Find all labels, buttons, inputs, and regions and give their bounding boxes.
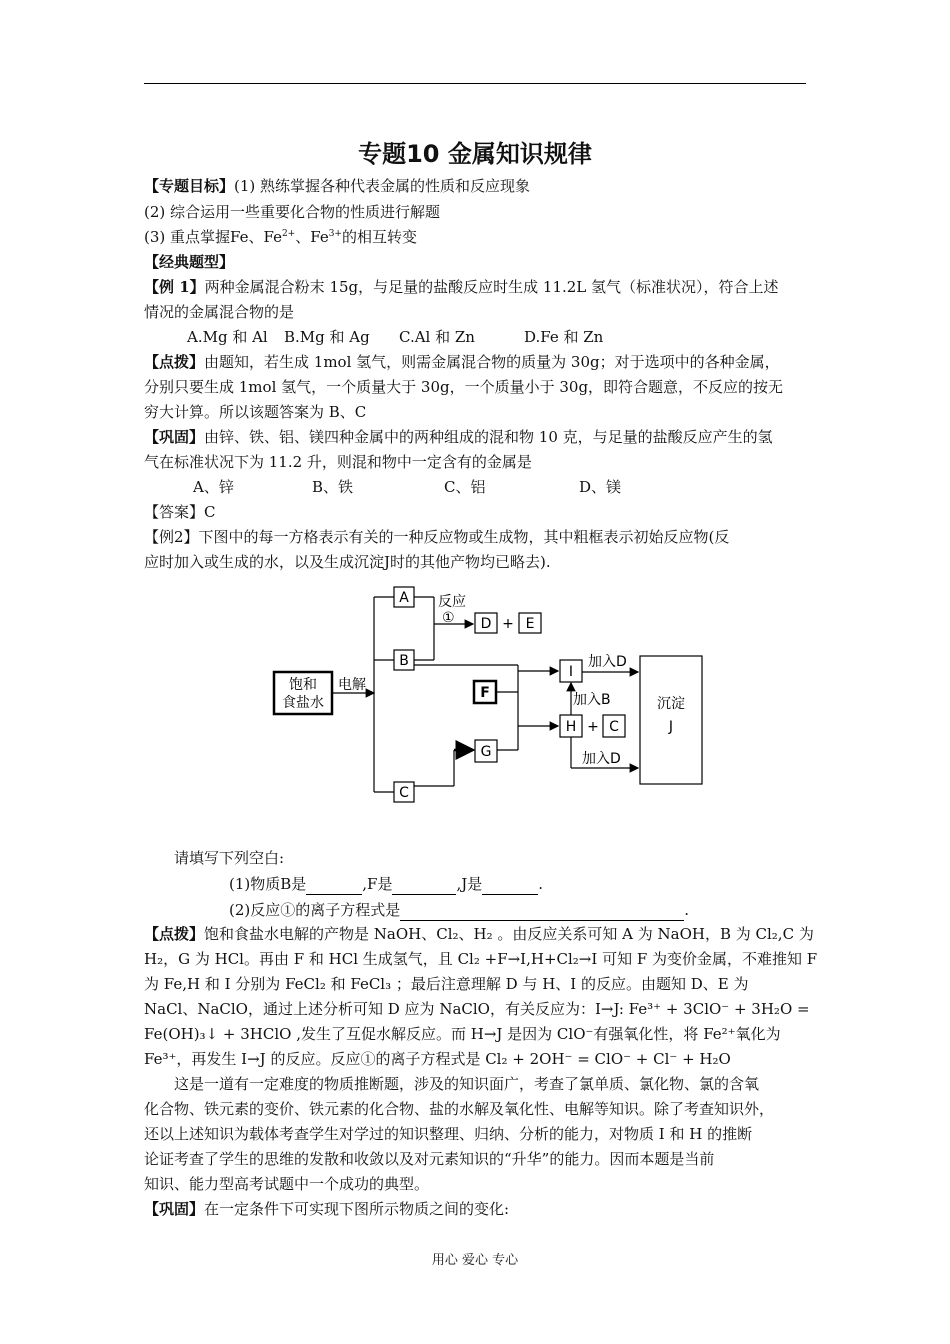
box-e-label: E	[525, 616, 535, 632]
precipitate-label-1: 沉淀	[657, 696, 685, 712]
box-b-label: B	[399, 653, 409, 669]
tip2-line-6: Fe³⁺，再发生 I→J 的反应。反应①的离子方程式是 Cl₂ + 2OH⁻ = ClO⁻ + Cl⁻ + H₂O	[144, 1050, 731, 1068]
ex2-line-2: 应时加入或生成的水，以及生成沉淀J时的其他产物均已略去).	[144, 553, 551, 571]
answer-blank-b[interactable]	[306, 874, 362, 895]
cons2-label: 【巩固】	[144, 1200, 205, 1218]
cons1-answer: 【答案】C	[144, 503, 216, 521]
goals-line-3: (3) 重点掌握Fe、$Fe^{2+}$、$Fe^{3+}$的相互转变	[144, 228, 417, 246]
box-h-label: H	[565, 719, 577, 735]
start-label-1: 饱和	[289, 677, 317, 693]
tip1-line-3: 穷大计算。所以该题答案为 B、C	[144, 403, 367, 421]
page-footer: 用心 爱心 专心	[431, 1253, 519, 1268]
goals-label: 【专题目标】	[144, 177, 235, 195]
ex1-line-2: 情况的金属混合物的是	[144, 303, 295, 321]
tip2-line-1: 【点拨】饱和食盐水电解的产物是 NaOH、Cl₂、H₂ 。由反应关系可知 A 为 NaOH，B 为 Cl₂,C 为	[144, 925, 814, 943]
cons1-label: 【巩固】	[144, 428, 205, 446]
header-rule	[144, 83, 806, 84]
ex2-label: 【例2】	[144, 528, 199, 546]
classic-label: 【经典题型】	[144, 253, 235, 271]
question-2: (2)反应①的离子方程式是 .	[229, 901, 690, 919]
ex1-option-a: A.Mg 和 Al	[187, 328, 268, 346]
cons1-option-d: D、镁	[579, 478, 622, 496]
page-title: 专题10 金属知识规律	[358, 140, 592, 168]
cons1-option-c: C、铝	[444, 478, 486, 496]
box-d-label: D	[480, 616, 492, 632]
reaction-number: ①	[442, 610, 455, 626]
question-1: (1)物质B是 ,F是 ,J是 .	[229, 875, 544, 893]
analysis-line-3: 还以上述知识为载体考查学生对学过的知识整理、归纳、分析的能力，对物质 I 和 H 的推断	[144, 1125, 753, 1143]
tip1-line-1: 【点拨】由题知，若生成 1mol 氢气，则需金属混合物的质量为 30g；对于选项中的各种金属，	[144, 353, 780, 371]
box-g-label: G	[480, 744, 492, 760]
tip2-line-3: 为 Fe,H 和 I 分别为 FeCl₂ 和 FeCl₃ ；最后注意理解 D 与 H、I 的反应。由题知 D、E 为	[144, 975, 749, 993]
tip1-line-2: 分别只要生成 1mol 氢气，一个质量大于 30g，一个质量小于 30g，即符合题意，不反应的按无	[144, 378, 784, 396]
ex1-option-c: C.Al 和 Zn	[399, 328, 475, 346]
add-d-top-label: 加入D	[588, 654, 627, 670]
reaction-label: 反应	[438, 594, 466, 610]
analysis-line-1: 这是一道有一定难度的物质推断题，涉及的知识面广，考查了氯单质、氯化物、氯的含氧	[174, 1075, 760, 1093]
cons1-line-1: 【巩固】由锌、铁、铝、镁四种金属中的两种组成的混和物 10 克，与足量的盐酸反应产生的氢	[144, 428, 773, 446]
goals-line-1: 【专题目标】(1) 熟练掌握各种代表金属的性质和反应现象	[144, 177, 531, 195]
precipitate-label-2: J	[668, 719, 674, 735]
box-f-label: F	[480, 685, 490, 701]
plus-sign-2: +	[587, 719, 599, 735]
add-d-bottom-label: 加入D	[582, 751, 621, 767]
box-i-label: I	[568, 664, 574, 680]
questions-intro: 请填写下列空白:	[174, 849, 285, 867]
tip2-line-2: H₂，G 为 HCl。再由 F 和 HCl 生成氢气，且 Cl₂ +F→I,H+Cl₂→I 可知 F 为变价金属，不难推知 F	[144, 950, 818, 968]
start-label-2: 食盐水	[282, 695, 324, 711]
tip2-label: 【点拨】	[144, 925, 205, 943]
box-a-label: A	[399, 590, 409, 606]
answer-blank-f[interactable]	[392, 874, 456, 895]
electrolysis-label: 电解	[338, 677, 366, 693]
tip1-label: 【点拨】	[144, 353, 205, 371]
cons1-line-2: 气在标准状况下为 11.2 升，则混和物中一定含有的金属是	[144, 453, 532, 471]
tip2-line-4: NaCl、NaClO，通过上述分析可知 D 应为 NaClO，有关反应为：I→J: Fe³⁺ + 3ClO⁻ + 3H₂O =	[144, 1000, 810, 1018]
answer-blank-equation[interactable]	[400, 900, 684, 921]
cons1-option-a: A、锌	[193, 478, 234, 496]
tip2-line-5: Fe(OH)₃↓ + 3HClO ,发生了互促水解反应。而 H→J 是因为 ClO⁻有强氧化性，将 Fe²⁺氧化为	[144, 1025, 781, 1043]
ex1-option-b: B.Mg 和 Ag	[284, 328, 370, 346]
cons1-option-b: B、铁	[312, 478, 354, 496]
analysis-line-4: 论证考查了学生的思维的发散和收敛以及对元素知识的“升华”的能力。因而本题是当前	[144, 1150, 715, 1168]
box-c2-label: C	[609, 719, 619, 735]
analysis-line-2: 化合物、铁元素的变价、铁元素的化合物、盐的水解及氧化性、电解等知识。除了考查知识外，	[144, 1100, 775, 1118]
goals-line-2: (2) 综合运用一些重要化合物的性质进行解题	[144, 203, 441, 221]
ex1-option-d: D.Fe 和 Zn	[524, 328, 604, 346]
analysis-line-5: 知识、能力型高考试题中一个成功的典型。	[144, 1175, 430, 1193]
cons2-line: 【巩固】在一定条件下可实现下图所示物质之间的变化:	[144, 1200, 510, 1218]
box-c-label: C	[399, 785, 409, 801]
ex1-label: 【例 1】	[144, 278, 205, 296]
reaction-flow-diagram	[268, 580, 718, 815]
add-b-label: 加入B	[573, 692, 611, 708]
ex2-line-1: 【例2】下图中的每一方格表示有关的一种反应物或生成物，其中粗框表示初始反应物(反	[144, 528, 730, 546]
plus-sign-1: +	[502, 616, 514, 632]
ex1-line-1: 【例 1】两种金属混合粉末 15g，与足量的盐酸反应时生成 11.2L 氢气（标准状况），符合上述	[144, 278, 779, 296]
answer-blank-j[interactable]	[482, 874, 538, 895]
